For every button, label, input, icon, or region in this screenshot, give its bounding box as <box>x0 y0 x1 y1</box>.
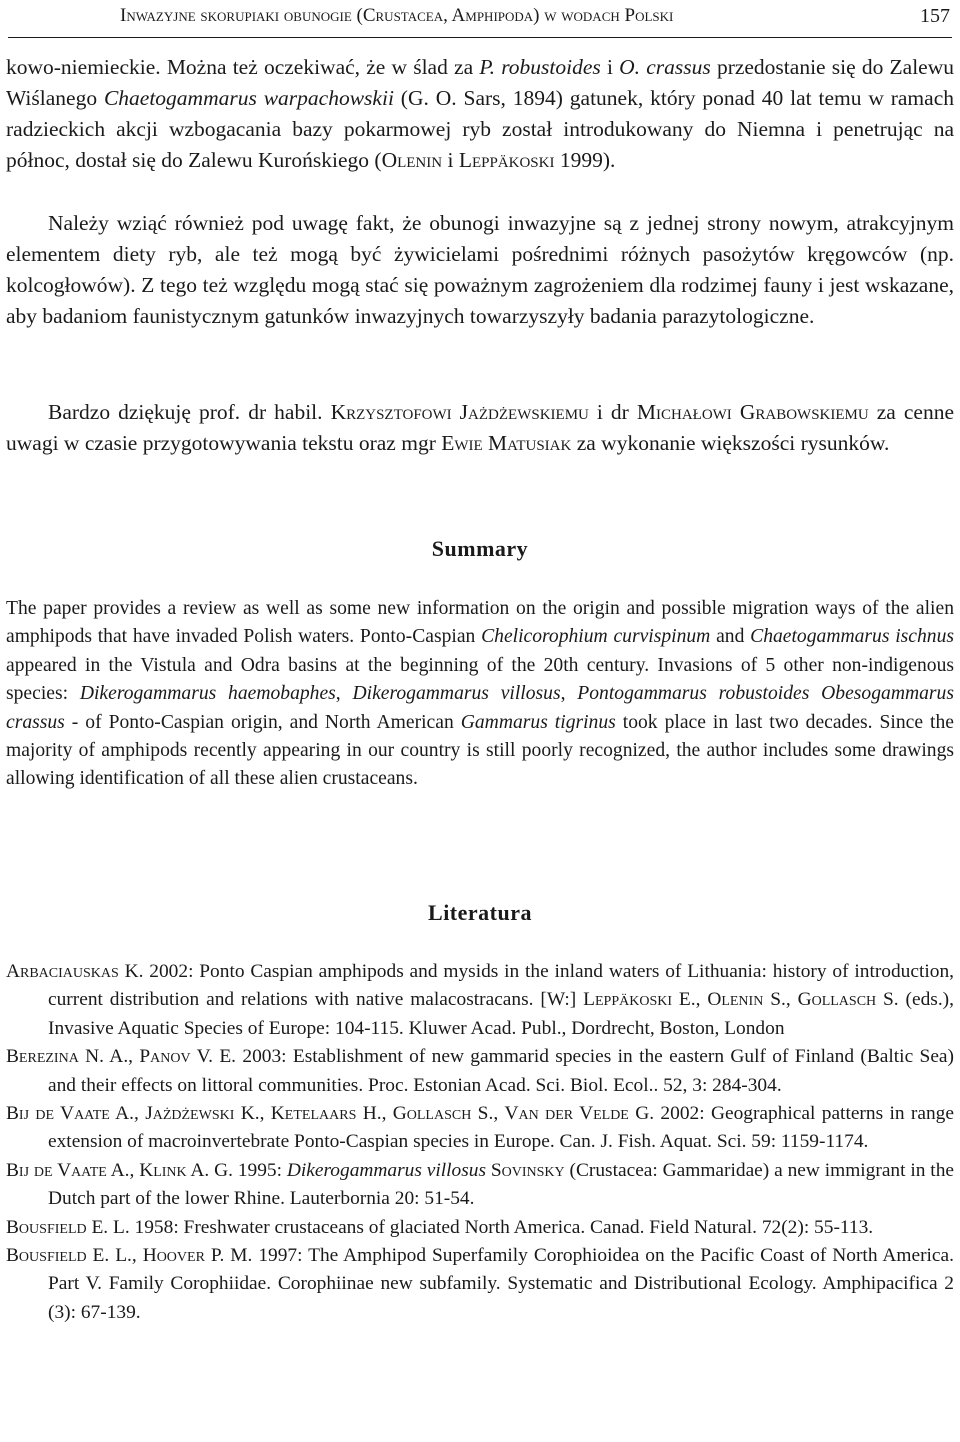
species-name: Chaetogammarus warpachowskii <box>103 86 394 110</box>
reference-item: Bij de Vaate A., Klink A. G. 1995: Dikerogammarus villosus Sovinsky (Crustacea: Gammaridae) a new immigrant in the Dutch part of the lower Rhine. Lauterbornia 20: 51-54. <box>6 1159 954 1210</box>
reference-item: Bousfield E. L. 1958: Freshwater crustaceans of glaciated North America. Canad. Field Natural. 72(2): 55-113. <box>6 1216 874 1238</box>
reference-item: Bij de Vaate A., Jażdżewski K., Ketelaars H., Gollasch S., Van der Velde G. 2002: Geographical patterns in range extension of macroinvertebrate Ponto-Caspian species in Europe. Can. J. Fish. Aquat. Sci. 59: 1159-1174. <box>6 1103 954 1153</box>
species-name: O. crassus <box>619 55 711 79</box>
running-header <box>8 4 954 28</box>
page-number: 157 <box>920 5 950 27</box>
species-name: P. robustoides <box>479 55 601 79</box>
summary-text: The paper provides a review as well as some new information on the origin and possible migration ways of the alien amphipods that have invaded Polish waters. Ponto-Caspian Chelicorophium curvispinum and Chaetogammarus ischnus appeared in the Vistula and Odra basins at the beginning of the 20th century. Invasions of 5 other non-indigenous species: Dikerogammarus haemobaphes, Dikerogammarus villosus, Pontogammarus robustoides Obesogammarus crassus - of Ponto-Caspian origin, and North American Gammarus tigrinus took place in last two decades. Since the majority of amphipods recently appearing in our country is still poorly recognized, the author includes some drawings allowing identification of all these alien crustaceans. <box>6 598 954 790</box>
acknowledgements: Bardzo dziękuję prof. dr habil. Krzysztofowi Jażdżewskiemu i dr Michałowi Grabowskiemu za cenne uwagi w czasie przygotowywania tekstu oraz mgr Ewie Matusiak za wykonanie większości rysunków. <box>6 400 954 455</box>
reference-item: Arbaciauskas K. 2002: Ponto Caspian amphipods and mysids in the inland waters of Lithuania: history of introduction, current distribution and relations with native malacostracans. [W:] Leppäkoski E., Olenin S., Gollasch S. (eds.), Invasive Aquatic Species of Europe: 104-115. Kluwer Acad. Publ., Dordrecht, Boston, London <box>6 961 954 1039</box>
person-name: Ewie Matusiak <box>441 431 572 455</box>
person-name: Michałowi Grabowskiemu <box>636 400 869 424</box>
paragraph-continuation: kowo-niemieckie. Można też oczekiwać, że w ślad za P. robustoides i O. crassus przedostanie się do Zalewu Wiślanego Chaetogammarus warpachowskii (G. O. Sars, 1894) gatunek, który ponad 40 lat temu w ramach radzieckich akcji wzbogacania bazy pokarmowej ryb został introdukowany do Niemna i penetrując na północ, dostał się do Zalewu Kurońskiego (Olenin i Leppäkoski 1999). <box>6 55 954 172</box>
summary-heading: Summary <box>431 536 529 561</box>
paragraph-parasites: Należy wziąć również pod uwagę fakt, że obunogi inwazyjne są z jednej strony nowym, atrakcyjnym elementem diety ryb, ale też mogą być żywicielami pośrednimi różnych pasożytów kręgowców (np. kolcogłowów). Z tego też względu mogą stać się poważnym zagrożeniem dla rodzimej fauny i jest wskazane, aby badaniom faunistycznym gatunków inwazyjnych towarzyszyły badania parazytologiczne. <box>6 211 954 328</box>
literatura-heading: Literatura <box>428 900 532 925</box>
header-rule <box>8 37 952 38</box>
author-name: Leppäkoski <box>458 148 555 172</box>
reference-item: Bousfield E. L., Hoover P. M. 1997: The Amphipod Superfamily Corophioidea on the Pacific Coast of North America. Part V. Family Corophiidae. Corophiinae new subfamily. Systematic and Distributional Ecology. Amphipacifica 2 (3): 67-139. <box>6 1245 954 1323</box>
reference-item: Berezina N. A., Panov V. E. 2003: Establishment of new gammarid species in the eastern Gulf of Finland (Baltic Sea) and their effects on littoral communities. Proc. Estonian Acad. Sci. Biol. Ecol.. 52, 3: 284-304. <box>6 1046 954 1096</box>
reference-list <box>6 958 954 1327</box>
running-title: Inwazyjne skorupiaki obunogie (Crustacea, Amphipoda) w wodach Polski <box>120 5 674 26</box>
person-name: Krzysztofowi Jażdżewskiemu <box>330 400 589 424</box>
author-name: Olenin <box>381 148 443 172</box>
